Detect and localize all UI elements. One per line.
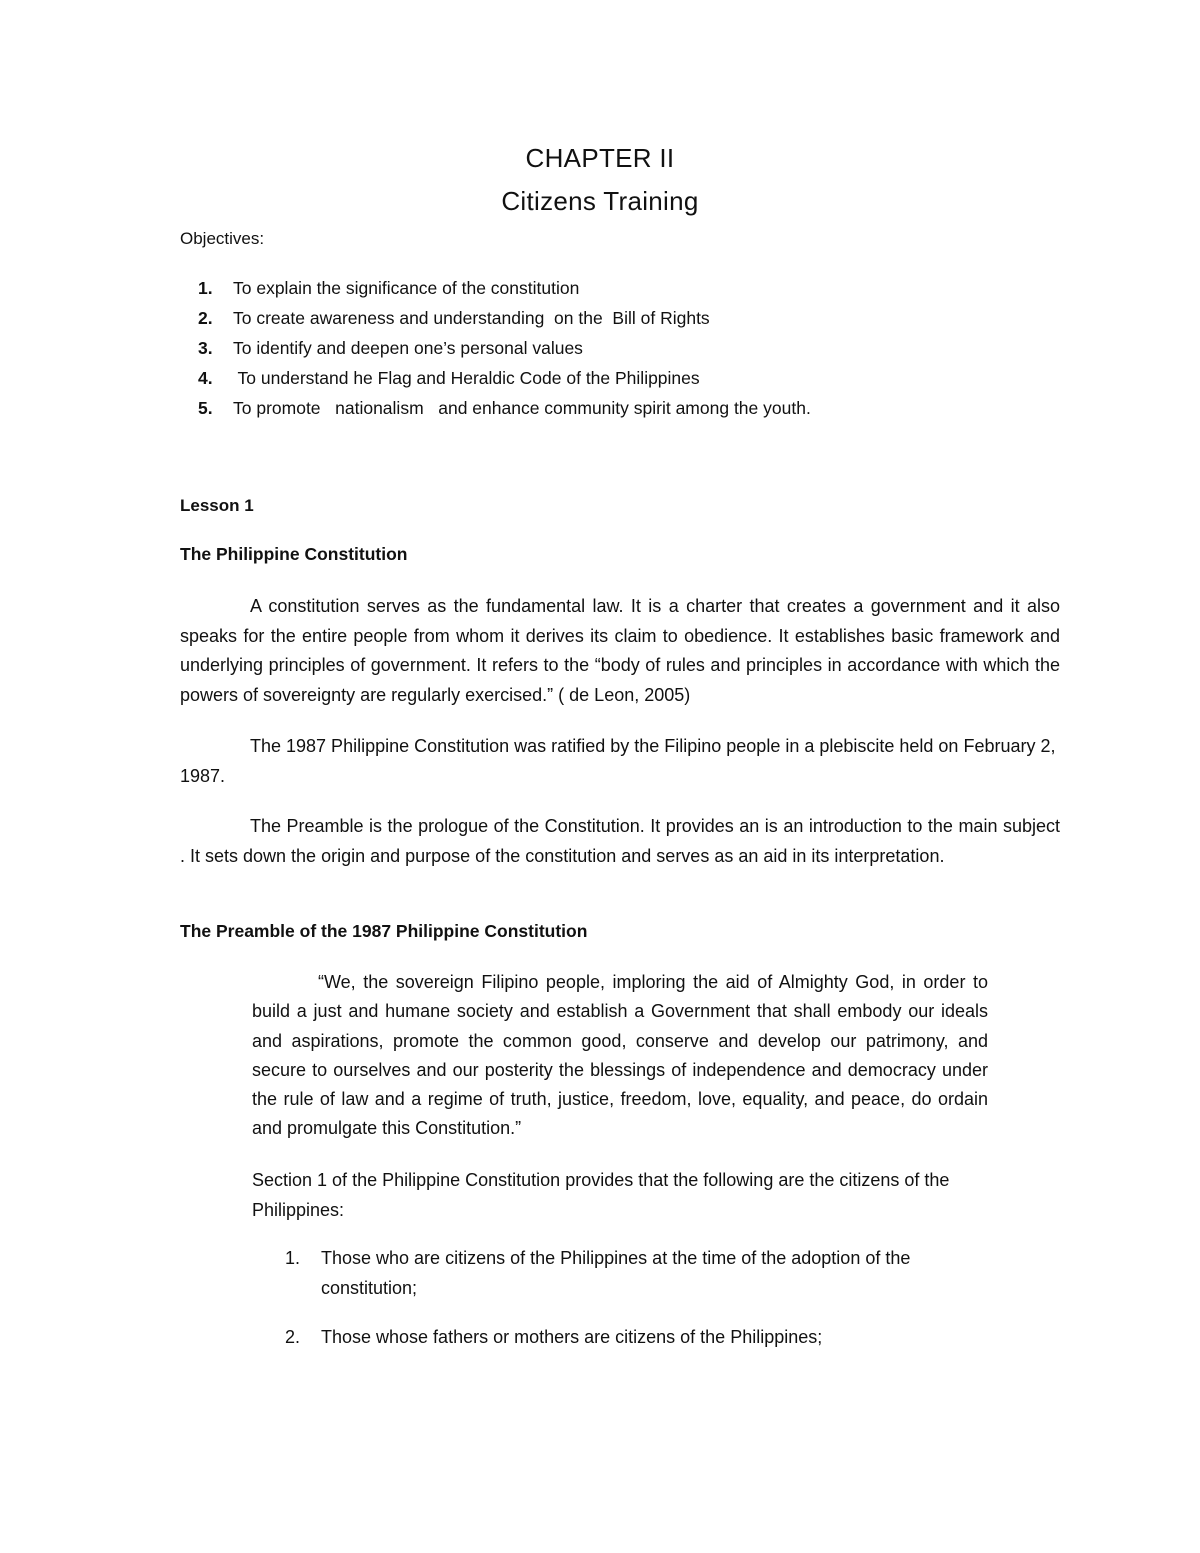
objective-number: 2. [198,308,213,328]
paragraph-ratification: The 1987 Philippine Constitution was ratified by the Filipino people in a plebiscite held on February 2, 1987. [180,736,1056,786]
chapter-title: CHAPTER II [525,143,675,173]
objective-text: To create awareness and understanding on the Bill of Rights [233,308,710,328]
paragraph-constitution-definition: A constitution serves as the fundamental law. It is a charter that creates a government and it also speaks for the entire people from whom it derives its claim to obedience. It establishes basic framework and underlying principles of government. It refers to the “body of rules and principles in accordance with which the powers of sovereignty are regularly exercised.” ( de Leon, 2005) [180,596,1060,705]
chapter-subtitle: Citizens Training [501,186,699,216]
objective-item [180,396,811,426]
objective-text: To understand he Flag and Heraldic Code of the Philippines [233,368,700,388]
citizen-number: 1. [285,1248,301,1268]
objective-number: 5. [198,398,213,418]
objective-item [180,276,811,306]
citizen-item [252,1244,992,1303]
objective-item [180,306,811,336]
preamble-heading: The Preamble of the 1987 Philippine Constitution [180,921,588,941]
objective-item [180,366,811,396]
objective-text: To explain the significance of the constitution [233,278,580,298]
objective-text: To promote nationalism and enhance community spirit among the youth. [233,398,811,418]
section-intro: Section 1 of the Philippine Constitution provides that the following are the citizens of the Philippines: [252,1170,950,1220]
constitution-heading: The Philippine Constitution [180,544,408,564]
objective-text: To identify and deepen one’s personal values [233,338,583,358]
lesson-label: Lesson 1 [180,496,254,515]
citizen-item [252,1323,992,1353]
objective-number: 4. [198,368,213,388]
citizen-number: 2. [285,1327,301,1347]
citizen-text: Those whose fathers or mothers are citizens of the Philippines; [321,1327,823,1347]
citizens-list [252,1244,992,1373]
preamble-quote: “We, the sovereign Filipino people, imploring the aid of Almighty God, in order to build a just and humane society and establish a Government that shall embody our ideals and aspirations, promote the common good, conserve and develop our patrimony, and secure to ourselves and our posterity the blessings of independence and democracy under the rule of law and a regime of truth, justice, freedom, love, equality, and peace, do ordain and promulgate this Constitution.” [252,972,988,1139]
objective-item [180,336,811,366]
citizen-text: Those who are citizens of the Philippines at the time of the adoption of the constitution; [321,1248,911,1298]
paragraph-preamble-description: The Preamble is the prologue of the Constitution. It provides an is an introduction to the main subject . It sets down the origin and purpose of the constitution and serves as an aid in its interpretation. [180,816,1060,866]
objectives-list [180,276,811,426]
objective-number: 3. [198,338,213,358]
objectives-label: Objectives: [180,229,265,248]
objective-number: 1. [198,278,213,298]
